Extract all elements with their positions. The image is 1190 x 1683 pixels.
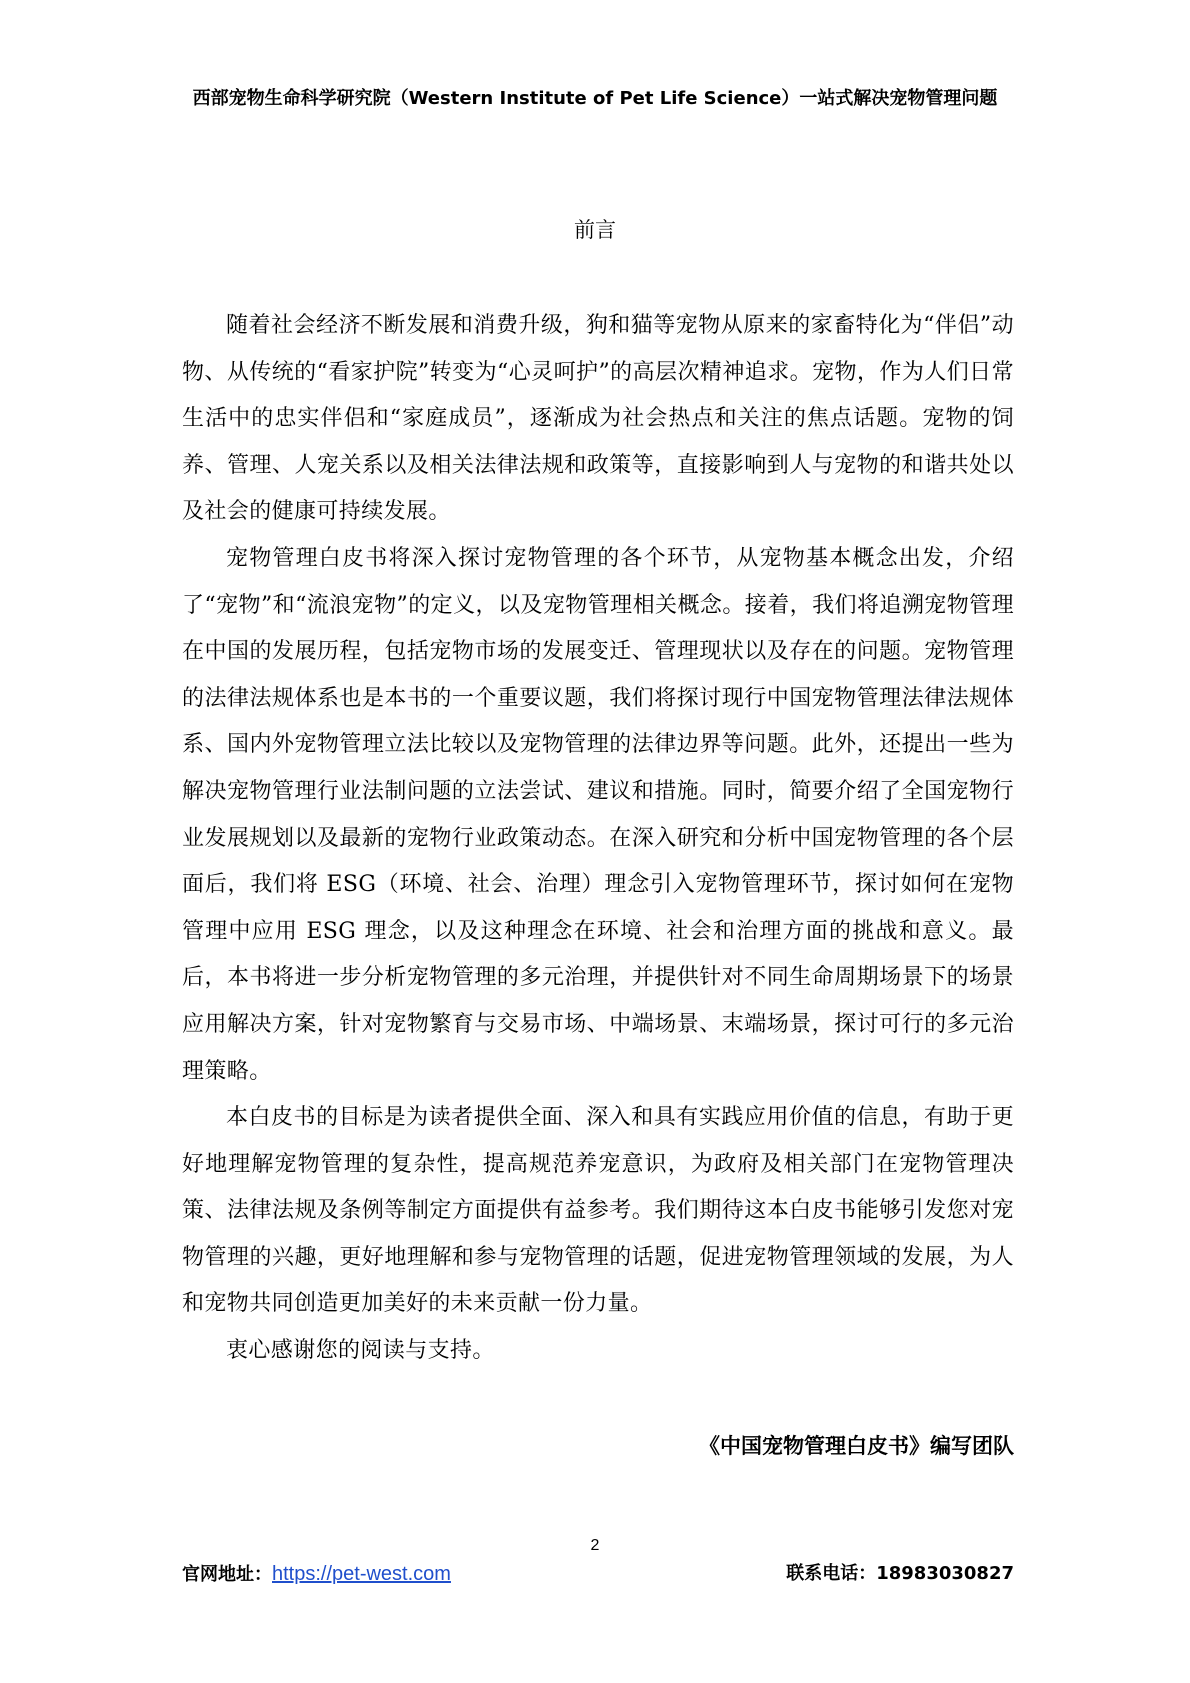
page-title: 前言 [574,218,616,242]
page-header: 西部宠物生命科学研究院（Western Institute of Pet Life Science）一站式解决宠物管理问题 [192,88,998,109]
phone-number: 18983030827 [876,1563,1014,1584]
website-label: 官网地址： [182,1564,272,1585]
author-signature: 《中国宠物管理白皮书》编写团队 [699,1434,1014,1458]
footer-website [182,1561,451,1588]
paragraph: 本白皮书的目标是为读者提供全面、深入和具有实践应用价值的信息，有助于更好地理解宠物管理的复杂性，提高规范养宠意识，为政府及相关部门在宠物管理决策、法律法规及条例等制定方面提供有益参考。我们期待这本白皮书能够引发您对宠物管理的兴趣，更好地理解和参与宠物管理的话题，促进宠物管理领域的发展，为人和宠物共同创造更加美好的未来贡献一份力量。 [182,1105,1014,1317]
paragraph: 随着社会经济不断发展和消费升级，狗和猫等宠物从原来的家畜特化为“伴侣”动物、从传统的“看家护院”转变为“心灵呵护”的高层次精神追求。宠物，作为人们日常生活中的忠实伴侣和“家庭成员”，逐渐成为社会热点和关注的焦点话题。宠物的饲养、管理、人宠关系以及相关法律法规和政策等，直接影响到人与宠物的和谐共处以及社会的健康可持续发展。 [182,313,1014,525]
paragraph: 宠物管理白皮书将深入探讨宠物管理的各个环节，从宠物基本概念出发，介绍了“宠物”和“流浪宠物”的定义，以及宠物管理相关概念。接着，我们将追溯宠物管理在中国的发展历程，包括宠物市场的发展变迁、管理现状以及存在的问题。宠物管理的法律法规体系也是本书的一个重要议题，我们将探讨现行中国宠物管理法律法规体系、国内外宠物管理立法比较以及宠物管理的法律边界等问题。此外，还提出一些为解决宠物管理行业法制问题的立法尝试、建议和措施。同时，简要介绍了全国宠物行业发展规划以及最新的宠物行业政策动态。在深入研究和分析中国宠物管理的各个层面后，我们将 ESG（环境、社会、治理）理念引入宠物管理环节，探讨如何在宠物管理中应用 ESG 理念，以及这种理念在环境、社会和治理方面的挑战和意义。最后，本书将进一步分析宠物管理的多元治理，并提供针对不同生命周期场景下的场景应用解决方案，针对宠物繁育与交易市场、中端场景、末端场景，探讨可行的多元治理策略。 [182,545,1014,1084]
paragraph: 衷心感谢您的阅读与支持。 [226,1338,495,1364]
footer-phone [786,1561,1014,1587]
phone-label: 联系电话： [786,1563,877,1584]
preface-body [182,303,1014,1375]
page-number: 2 [590,1537,600,1554]
website-link[interactable]: https://pet-west.com [272,1563,451,1585]
